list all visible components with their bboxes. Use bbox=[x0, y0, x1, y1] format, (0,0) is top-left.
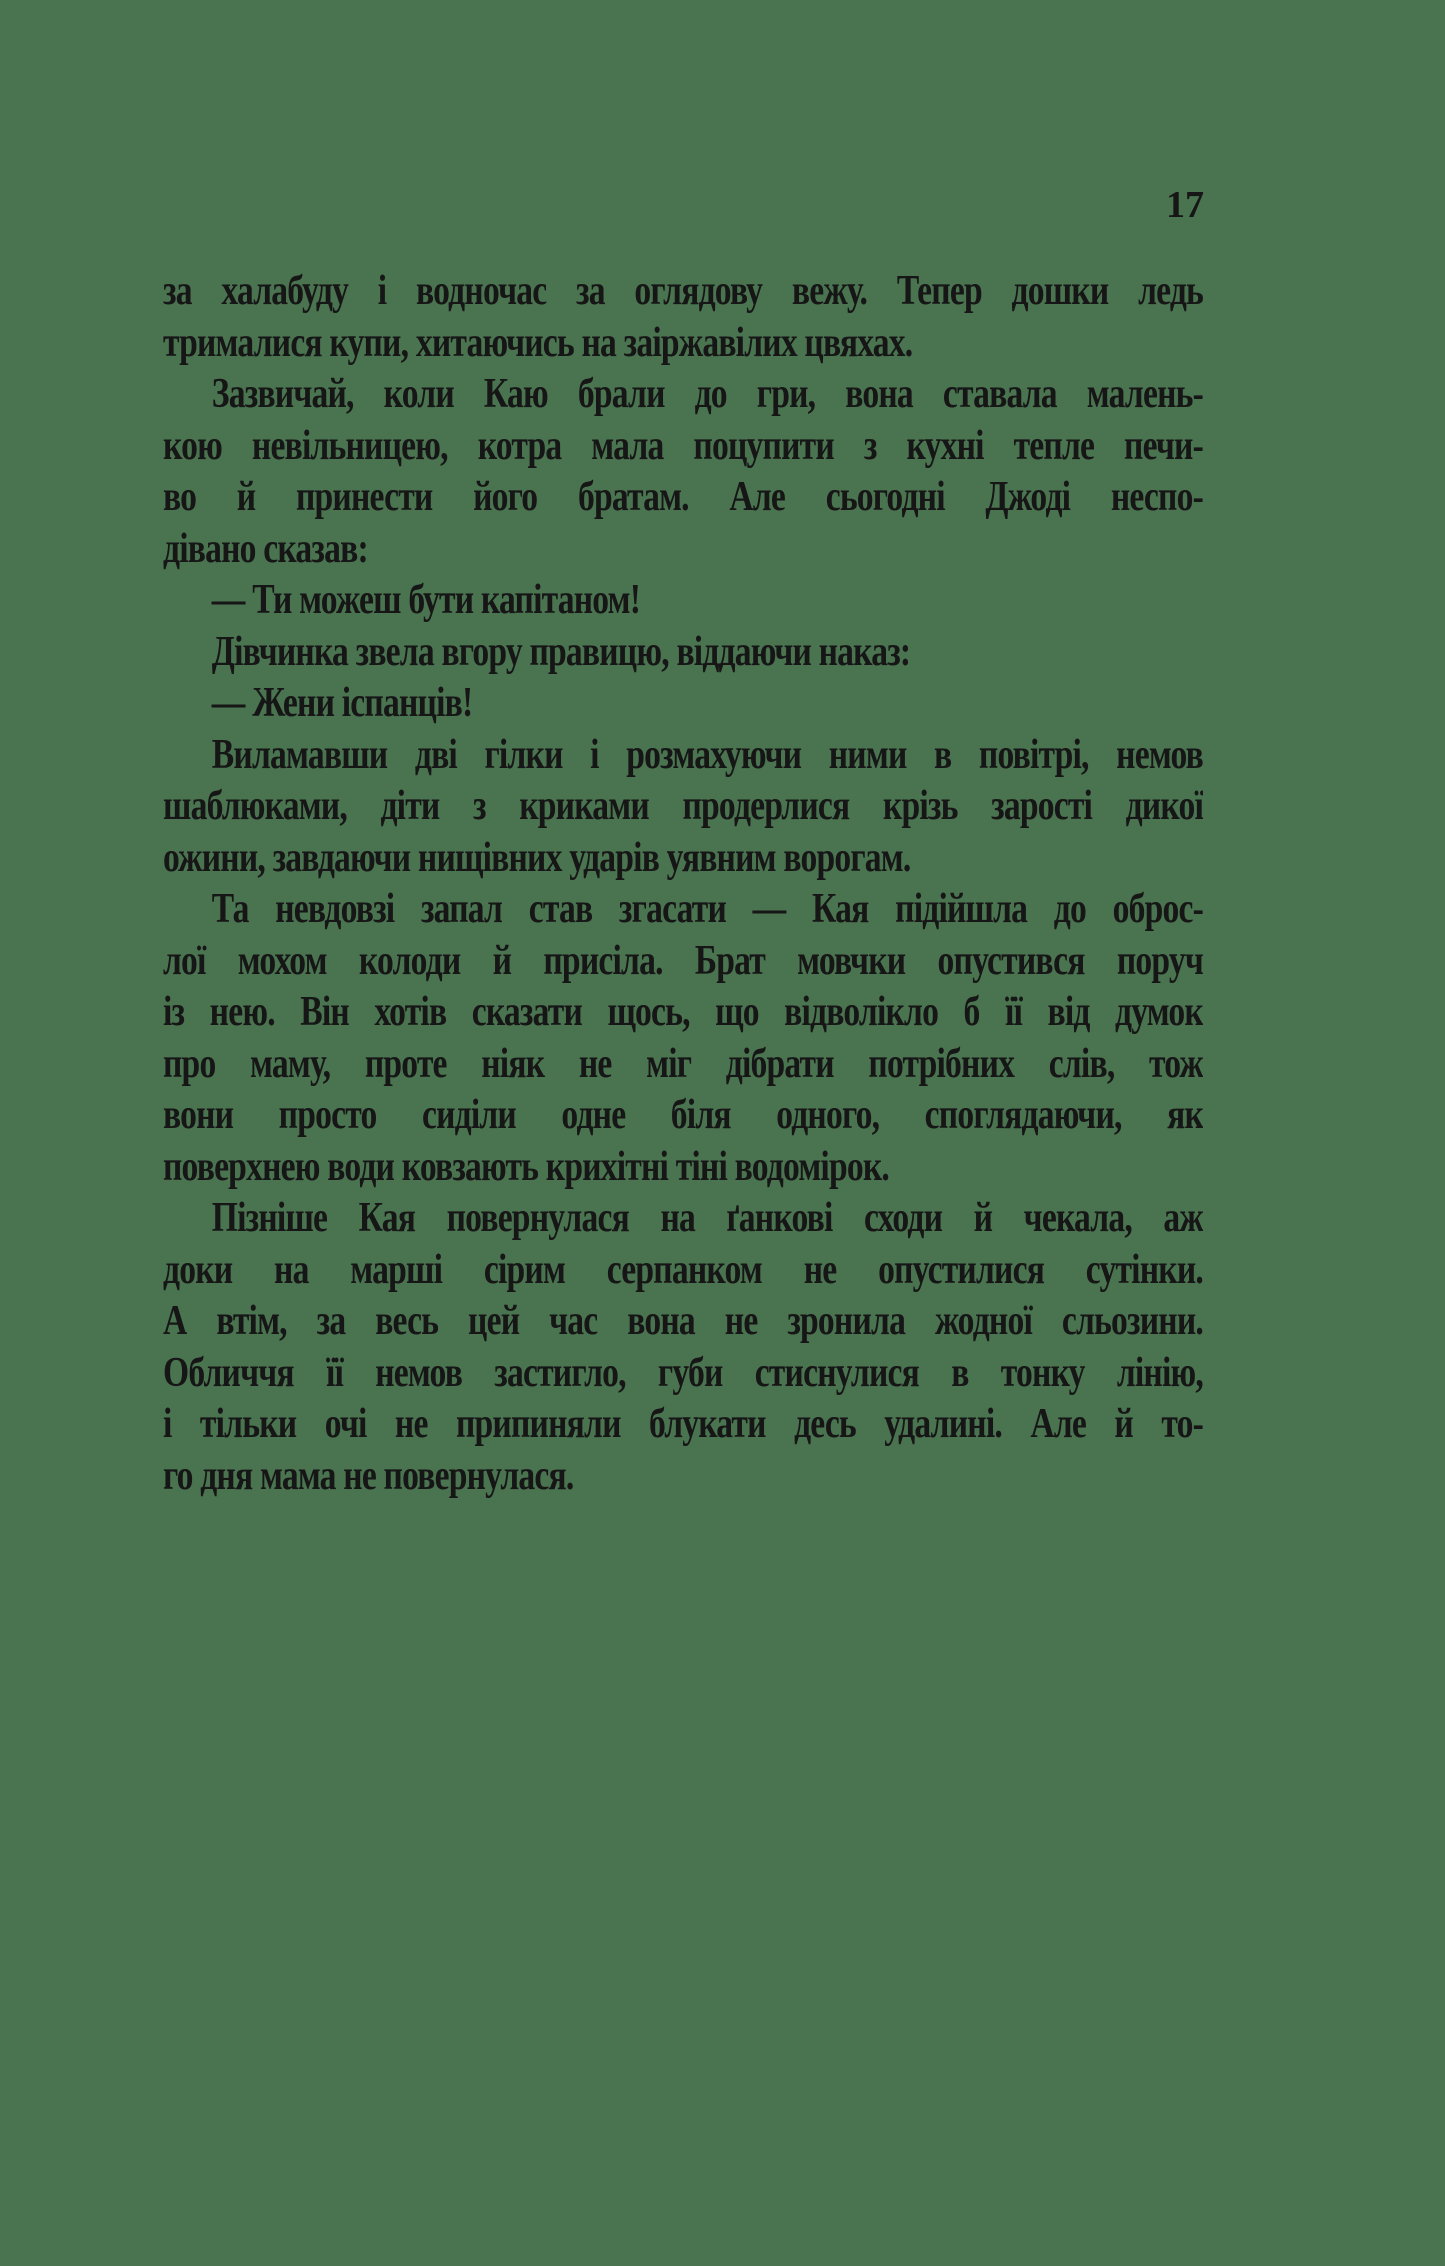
text-line: го дня мама не повернулася. bbox=[163, 1452, 574, 1499]
text-line: вони просто сиділи одне біля одного, споглядаючи, як bbox=[163, 1092, 1203, 1138]
text-line: кою невільницею, котра мала поцупити з кухні тепле печи- bbox=[163, 422, 1203, 469]
text-line: і тільки очі не припиняли блукати десь удалині. Але й то- bbox=[163, 1401, 1203, 1447]
text-line: А втім, за весь цей час вона не зронила жодної сльозини. bbox=[163, 1298, 1203, 1344]
page-number: 17 bbox=[1166, 184, 1204, 226]
text-line: Та невдовзі запал став згасати — Кая підійшла до оброс- bbox=[211, 886, 1203, 932]
text-line: — Жени іспанців! bbox=[211, 680, 473, 726]
page-text bbox=[163, 266, 1204, 1502]
text-line: — Ти можеш бути капітаном! bbox=[211, 577, 641, 623]
text-line: трималися купи, хитаючись на заіржавілих цвяхах. bbox=[163, 319, 913, 366]
text-line: Дівчинка звела вгору правицю, віддаючи наказ: bbox=[211, 628, 911, 675]
text-line: Зазвичай, коли Каю брали до гри, вона ставала малень- bbox=[211, 371, 1203, 417]
text-line: із нею. Він хотів сказати щось, що відволікло б її від думок bbox=[163, 989, 1203, 1035]
text-line: дівано сказав: bbox=[163, 525, 368, 572]
text-line: Обличчя її немов застигло, губи стиснулися в тонку лінію, bbox=[163, 1349, 1203, 1396]
text-line: поверхнею води ковзають крихітні тіні водомірок. bbox=[163, 1143, 889, 1190]
text-line: доки на марші сірим серпанком не опустилися сутінки. bbox=[163, 1246, 1203, 1293]
text-line: про маму, проте ніяк не міг дібрати потрібних слів, тож bbox=[163, 1040, 1203, 1087]
text-line: лої мохом колоди й присіла. Брат мовчки опустився поруч bbox=[163, 937, 1203, 984]
text-line: Виламавши дві гілки і розмахуючи ними в повітрі, немов bbox=[211, 731, 1203, 778]
text-line: шаблюками, діти з криками продерлися крізь зарості дикої bbox=[163, 783, 1203, 829]
text-line: Пізніше Кая повернулася на ґанкові сходи й чекала, аж bbox=[211, 1195, 1203, 1241]
text-line: за халабуду і водночас за оглядову вежу. Тепер дошки ледь bbox=[163, 268, 1203, 314]
text-line: во й принести його братам. Але сьогодні Джоді неспо- bbox=[163, 474, 1203, 520]
text-line: ожини, завдаючи нищівних ударів уявним ворогам. bbox=[163, 834, 911, 881]
